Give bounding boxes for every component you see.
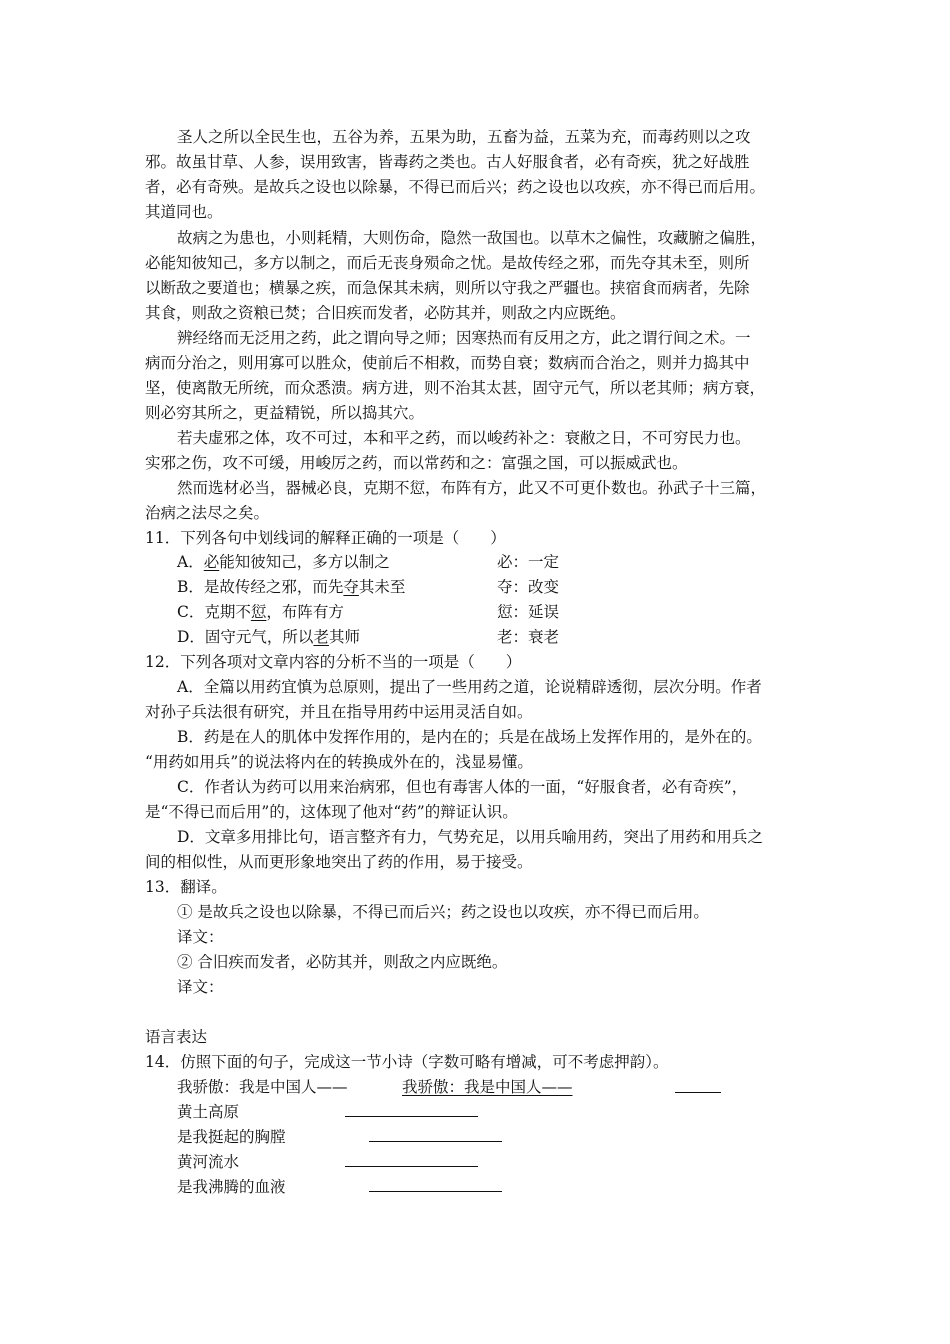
q13-translation-label-1: 译文：: [177, 928, 224, 946]
q14-example-line-1: 我骄傲：我是中国人——: [177, 1078, 348, 1096]
q14-example-line-3: 是我挺起的胸膛: [177, 1128, 286, 1146]
passage-line: 若夫虚邪之体，攻不可过，本和平之药，而以峻药补之：衰敝之日，不可穷民力也。: [177, 429, 751, 447]
q12-option-a-cont: 对孙子兵法很有研究，并且在指导用药中运用灵活自如。: [145, 703, 533, 721]
q12-option-b-cont: “用药如用兵”的说法将内在的转换成外在的，浅显易懂。: [145, 753, 533, 771]
q13-sentence-2: ② 合旧疾而发者，必防其并，则敌之内应既绝。: [177, 953, 508, 971]
question-14-stem: 14．仿照下面的句子，完成这一节小诗（字数可略有增减，可不考虑押韵）。: [145, 1053, 669, 1071]
passage-line: 病而分治之，则用寡可以胜众，使前后不相救，而势自衰；数病而合治之，则并力捣其中: [145, 354, 750, 372]
question-12-stem: 12．下列各项对文章内容的分析不当的一项是（ ）: [145, 653, 522, 671]
passage-line: 实邪之伤，攻不可缓，用峻厉之药，而以常药和之：富强之国，可以振威武也。: [145, 454, 688, 472]
passage-line: 然而选材必当，器械必良，克期不愆，布阵有方，此又不可更仆数也。孙武子十三篇，: [177, 479, 767, 497]
passage-line: 治病之法尽之矣。: [145, 504, 270, 522]
answer-blank: [369, 1141, 502, 1142]
passage-line: 必能知彼知己，多方以制之，而后无丧身殒命之忧。是故传经之邪，而先夺其未至，则所: [145, 254, 750, 272]
q12-option-d: D．文章多用排比句，语言整齐有力，气势充足，以用兵喻用药，突出了用药和用兵之: [177, 828, 763, 846]
q14-example-line-2: 黄土高原: [177, 1103, 240, 1121]
answer-blank: [345, 1116, 478, 1117]
passage-line: 其道同也。: [145, 203, 223, 221]
q12-option-d-cont: 间的相似性，从而更形象地突出了药的作用，易于接受。: [145, 853, 533, 871]
passage-line: 故病之为患也，小则耗精，大则伤命，隐然一敌国也。以草木之偏性，攻藏腑之偏胜，: [177, 229, 767, 247]
passage-line: 者，必有奇殃。是故兵之设也以除暴，不得已而后兴；药之设也以攻疾，亦不得已而后用。: [145, 178, 766, 196]
q11-option-b-gloss: 夺：改变: [497, 578, 560, 596]
q11-option-a: A．必能知彼知己，多方以制之: [177, 553, 390, 571]
answer-blank: [369, 1191, 502, 1192]
q12-option-c: C．作者认为药可以用来治病邪，但也有毒害人体的一面，“好服食者，必有奇疾”，: [177, 778, 748, 796]
answer-blank: [675, 1092, 721, 1093]
q11-option-c-gloss: 愆：延误: [497, 603, 560, 621]
passage-line: 邪。故虽甘草、人参，误用致害，皆毒药之类也。古人好服食者，必有奇疾，犹之好战胜: [145, 153, 750, 171]
q14-example-line-5: 是我沸腾的血液: [177, 1178, 286, 1196]
question-11-stem: 11．下列各句中划线词的解释正确的一项是（ ）: [145, 529, 506, 547]
q14-example-line-4: 黄河流水: [177, 1153, 240, 1171]
answer-blank: [345, 1166, 478, 1167]
q13-sentence-1: ① 是故兵之设也以除暴，不得已而后兴；药之设也以攻疾，亦不得已而后用。: [177, 903, 709, 921]
passage-line: 以断敌之要道也；横暴之疾，而急保其未病，则所以守我之严疆也。挟宿食而病者，先除: [145, 279, 750, 297]
section-heading: 语言表达: [145, 1028, 208, 1046]
passage-line: 坚，使离散无所统，而众悉溃。病方进，则不治其太甚，固守元气，所以老其师；病方衰，: [145, 379, 766, 397]
q14-answer-line-1: 我骄傲：我是中国人——: [402, 1078, 573, 1096]
q11-option-d: D．固守元气，所以老其师: [177, 628, 360, 646]
passage-line: 辨经络而无泛用之药，此之谓向导之师；因寒热而有反用之方，此之谓行间之术。一: [177, 329, 751, 347]
q11-option-a-gloss: 必：一定: [497, 553, 560, 571]
q12-option-a: A．全篇以用药宜慎为总原则，提出了一些用药之道，论说精辟透彻，层次分明。作者: [177, 678, 762, 696]
q11-option-b: B．是故传经之邪，而先夺其未至: [177, 578, 406, 596]
q12-option-b: B．药是在人的肌体中发挥作用的，是内在的；兵是在战场上发挥作用的，是外在的。: [177, 728, 762, 746]
q11-option-c: C．克期不愆，布阵有方: [177, 603, 344, 621]
passage-line: 圣人之所以全民生也，五谷为养，五果为助，五畜为益，五菜为充，而毒药则以之攻: [177, 128, 751, 146]
q13-translation-label-2: 译文：: [177, 978, 224, 996]
passage-line: 则必穷其所之，更益精锐，所以捣其穴。: [145, 404, 425, 422]
q12-option-c-cont: 是“不得已而后用”的，这体现了他对“药”的辩证认识。: [145, 803, 518, 821]
q11-option-d-gloss: 老：衰老: [497, 628, 560, 646]
passage-line: 其食，则敌之资粮已焚；合旧疾而发者，必防其并，则敌之内应既绝。: [145, 304, 626, 322]
question-13-stem: 13．翻译。: [145, 878, 227, 896]
